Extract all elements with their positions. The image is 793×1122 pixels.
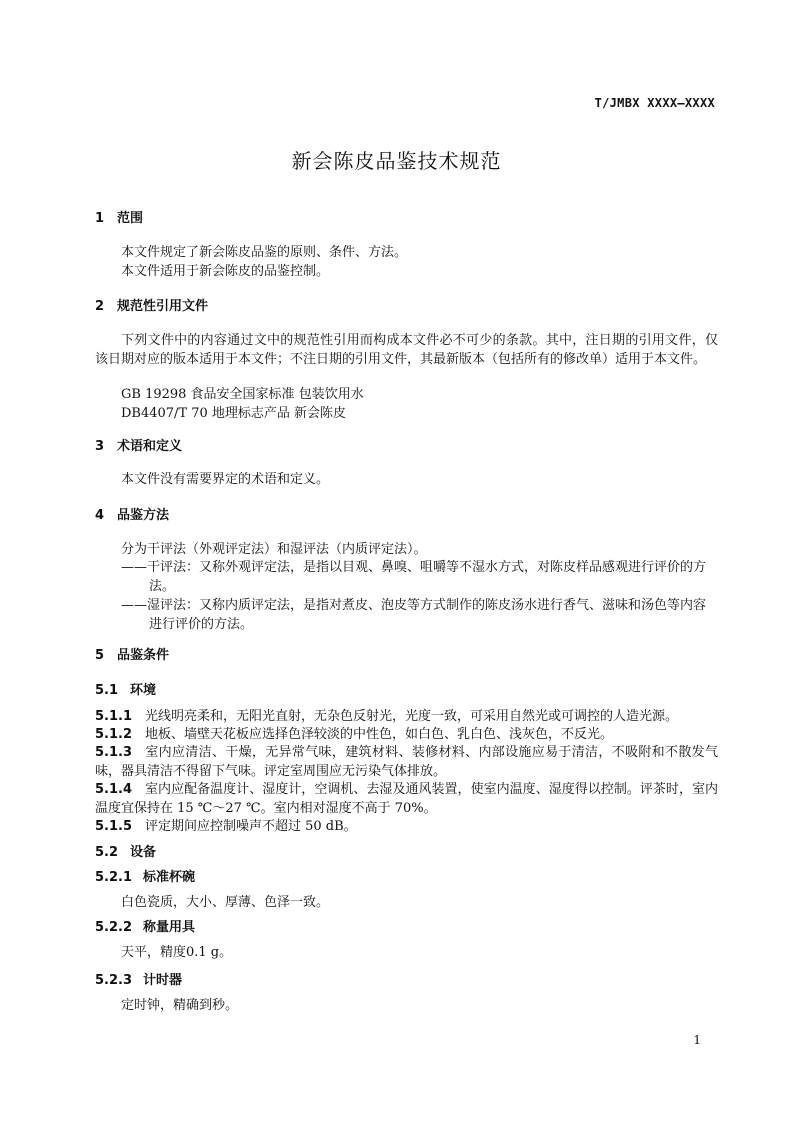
clause-number: 5.1.1: [95, 709, 133, 724]
clause-text: 室内应配备温度计、湿度计，空调机、去湿及通风装置，使室内温度、湿度得以控制。评茶时，室内温度宜保持在 15 ℃～27 ℃。室内相对湿度不高于 70%。: [95, 782, 718, 816]
list-item: ——干评法：又称外观评定法，是指以目观、鼻嗅、咀嚼等不湿水方式，对陈皮样品感观进行评价的方法。: [121, 560, 707, 594]
section-number: 2: [95, 299, 105, 314]
subsubsection-heading-timer: [95, 971, 182, 990]
subsubsection-number: 5.2.1: [95, 870, 133, 885]
document-title: 新会陈皮品鉴技术规范: [291, 149, 502, 173]
section-title: 品鉴条件: [117, 648, 170, 663]
paragraph: 本文件规定了新会陈皮品鉴的原则、条件、方法。: [121, 245, 408, 260]
section-title: 规范性引用文件: [117, 299, 209, 314]
paragraph: 白色瓷质，大小、厚薄、色泽一致。: [121, 895, 330, 910]
section-heading-normative-references: [95, 297, 208, 316]
paragraph: 本文件没有需要界定的术语和定义。: [121, 472, 330, 487]
section-number: 3: [95, 439, 105, 454]
subsection-number: 5.1: [95, 683, 119, 698]
clause-text: 室内应清洁、干燥，无异常气味，建筑材料、装修材料、内部设施应易于清洁，不吸附和不散发气味，器具清洁不得留下气味。评定室周围应无污染气体排放。: [95, 745, 718, 779]
subsection-heading-environment: [95, 681, 156, 700]
clause-text: 光线明亮柔和，无阳光直射，无杂色反射光，光度一致，可采用自然光或可调控的人造光源。: [145, 709, 679, 724]
subsection-number: 5.2: [95, 845, 119, 860]
subsection-title: 环境: [130, 683, 157, 698]
section-title: 术语和定义: [117, 439, 183, 454]
section-number: 4: [95, 508, 105, 523]
section-title: 品鉴方法: [117, 508, 170, 523]
clause-text: 地板、墙壁天花板应选择色泽较淡的中性色，如白色、乳白色、浅灰色，不反光。: [145, 727, 614, 742]
paragraph: 定时钟，精确到秒。: [121, 998, 239, 1013]
subsubsection-title: 标准杯碗: [143, 870, 196, 885]
section-number: 1: [95, 211, 105, 226]
clause-number: 5.1.2: [95, 727, 133, 742]
section-heading-methods: [95, 506, 169, 525]
subsubsection-heading-weighing: [95, 918, 195, 937]
paragraph: 本文件适用于新会陈皮的品鉴控制。: [121, 264, 330, 279]
clause: [95, 817, 718, 836]
clause: [95, 780, 718, 818]
paragraph: 天平，精度0.1 g。: [121, 945, 233, 960]
subsubsection-heading-standard-cups: [95, 868, 195, 887]
clause-number: 5.1.5: [95, 819, 133, 834]
section-number: 5: [95, 648, 105, 663]
page-number: 1: [693, 1033, 701, 1047]
clause: [95, 707, 718, 726]
clause: [95, 743, 718, 781]
clause-number: 5.1.3: [95, 745, 133, 760]
clause-number: 5.1.4: [95, 782, 133, 797]
subsubsection-number: 5.2.3: [95, 973, 133, 988]
subsubsection-number: 5.2.2: [95, 920, 133, 935]
paragraph: 分为干评法（外观评定法）和湿评法（内质评定法）。: [121, 542, 427, 557]
clause: [95, 725, 718, 744]
reference-item: DB4407/T 70 地理标志产品 新会陈皮: [121, 406, 347, 421]
list-item: ——湿评法：又称内质评定法，是指对煮皮、泡皮等方式制作的陈皮汤水进行香气、滋味和汤色等内容进行评价的方法。: [121, 598, 707, 632]
subsection-title: 设备: [130, 845, 157, 860]
section-heading-scope: [95, 209, 143, 228]
subsection-heading-equipment: [95, 843, 156, 862]
section-heading-terms: [95, 437, 182, 456]
document-code: T/JMBX XXXX—XXXX: [594, 96, 715, 110]
section-title: 范围: [117, 211, 144, 226]
subsubsection-title: 称量用具: [143, 920, 196, 935]
paragraph: 下列文件中的内容通过文中的规范性引用而构成本文件必不可少的条款。其中，注日期的引用文件，仅该日期对应的版本适用于本文件；不注日期的引用文件，其最新版本（包括所有的修改单）适用于本文件。: [95, 333, 718, 367]
section-heading-conditions: [95, 646, 169, 665]
clause-text: 评定期间应控制噪声不超过 50 dB。: [145, 819, 357, 834]
reference-item: GB 19298 食品安全国家标准 包装饮用水: [121, 387, 364, 402]
subsubsection-title: 计时器: [143, 973, 183, 988]
